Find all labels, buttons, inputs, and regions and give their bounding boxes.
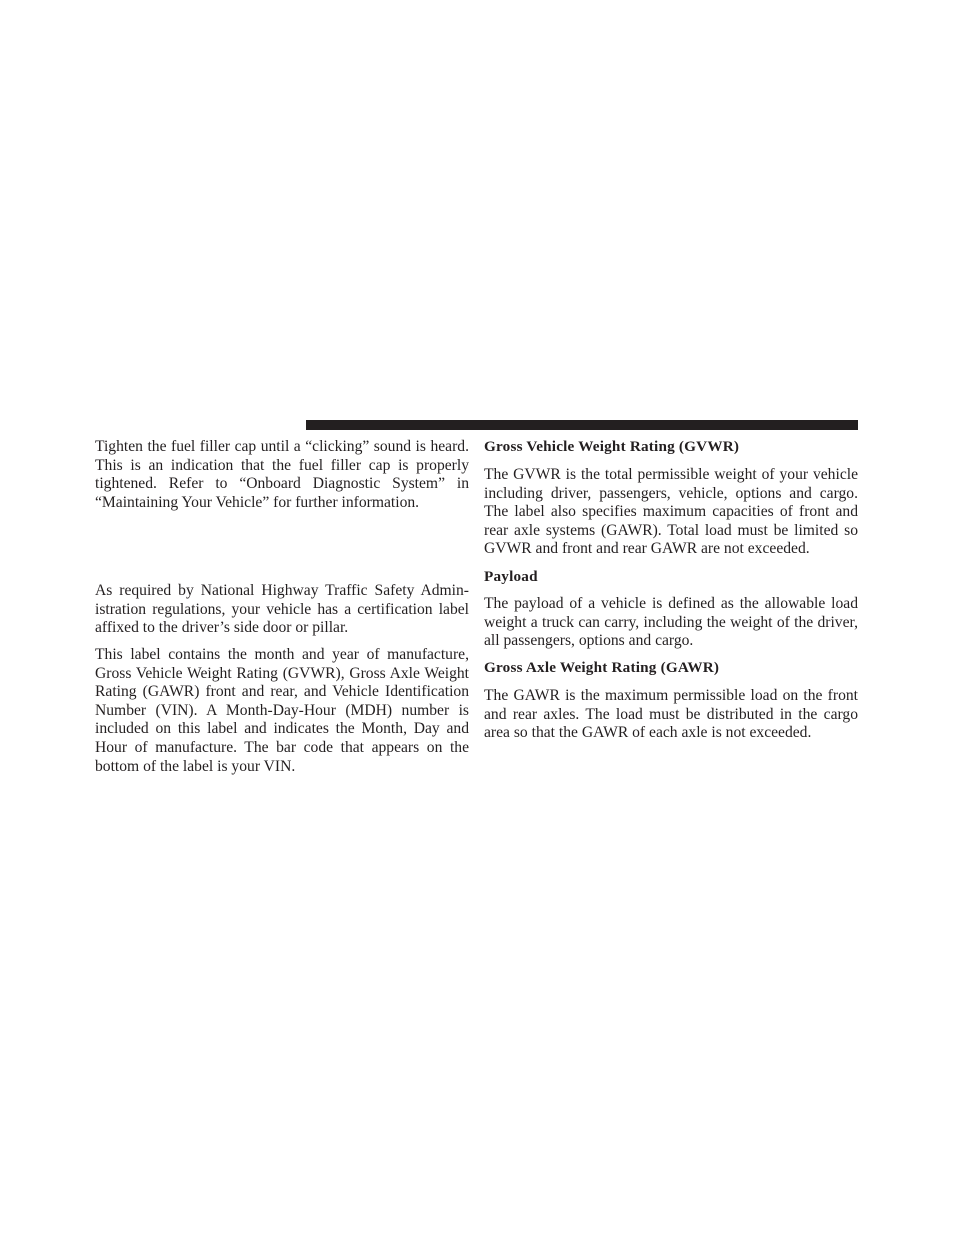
payload-body [484, 595, 858, 651]
header-rule [306, 420, 858, 430]
certification-block [95, 582, 469, 638]
label-contents-paragraph: This label contains the month and year of manufacture, Gross Vehicle Weight Rating (GVWR), Gross Axle Weight Rating (GAWR) front and rear, and Vehicle Identification Number (VIN). A Month-Day-Hour (MDH) number is included on this label and indicates the Month, Day and Hour of manufacture. The bar code that appears on the bottom of the label is your VIN. [95, 646, 469, 775]
label-contents-block [95, 646, 469, 776]
fuel-cap-paragraph: Tighten the fuel filler cap until a “clicking” sound is heard. This is an indication that the fuel filler cap is properly tightened. Refer to “Onboard Diagnostic System” in “Maintaining Your Vehicle” for further information. [95, 438, 469, 511]
gawr-body [484, 687, 858, 743]
fuel-cap-block [95, 438, 469, 512]
gawr-section [484, 659, 858, 678]
gvwr-body [484, 466, 858, 559]
payload-section [484, 568, 858, 587]
gvwr-heading: Gross Vehicle Weight Rating (GVWR) [484, 438, 740, 455]
payload-heading: Payload [484, 568, 538, 585]
gvwr-paragraph: The GVWR is the total permissible weight of your vehicle including driver, passengers, vehicle, options and cargo. The label also specifies maximum capacities of front and rear axle systems (GAWR). Total load must be limited so GVWR and front and rear GAWR are not exceeded. [484, 466, 858, 558]
gvwr-section [484, 438, 858, 457]
certification-paragraph: As required by National Highway Traffic Safety Administration regulations, your vehicle has a certification label affixed to the driver’s side door or pillar. [95, 582, 469, 637]
payload-paragraph: The payload of a vehicle is defined as the allowable load weight a truck can carry, including the weight of the driver, all passengers, options and cargo. [484, 595, 858, 650]
gawr-paragraph: The GAWR is the maximum permissible load on the front and rear axles. The load must be distributed in the cargo area so that the GAWR of each axle is not exceeded. [484, 687, 858, 742]
gawr-heading: Gross Axle Weight Rating (GAWR) [484, 659, 720, 676]
